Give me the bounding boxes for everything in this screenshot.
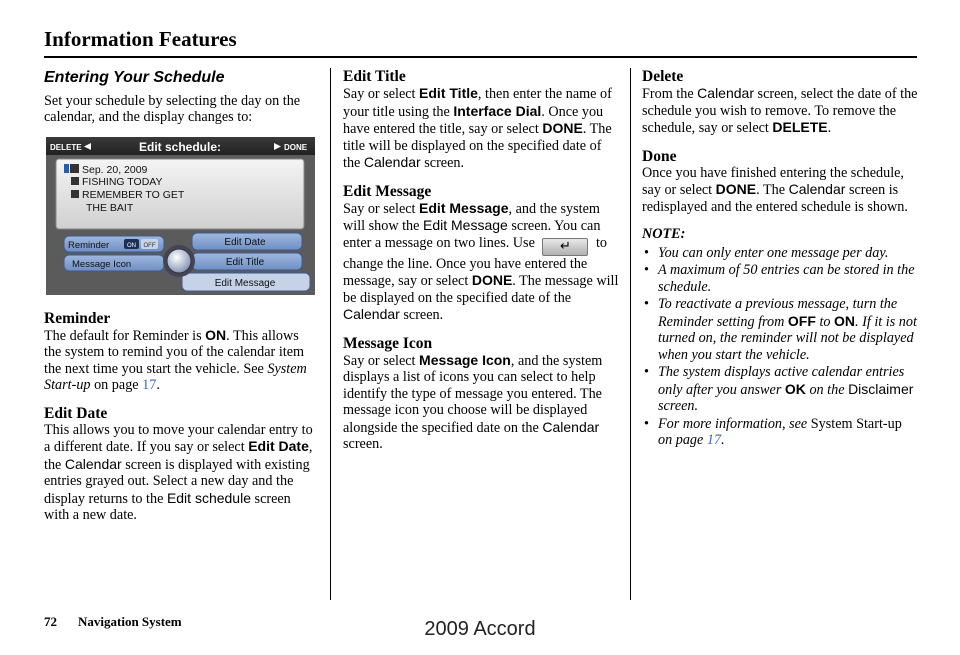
- screen-line3: THE BAIT: [86, 201, 134, 214]
- column-divider: [630, 68, 631, 600]
- page-number: 72: [44, 614, 57, 629]
- title-icon: [71, 177, 79, 185]
- column-left: [44, 68, 318, 535]
- list-item: • You can only enter one message per day.: [642, 245, 918, 262]
- reminder-paragraph: The default for Reminder is ON. This allows the system to remind you of the calendar item the next time you start the vehicle. See System Start-up on page 17.: [44, 326, 307, 393]
- edit-message-paragraph: Say or select Edit Message, and the system will show the Edit Message screen. You can enter a message on two lines. Use ↵ to change the line. Once you have entered the message, say or select DONE. The message will be displayed on the specified date of the Calendar screen.: [343, 199, 619, 323]
- screen-reminder-label: Reminder: [68, 239, 110, 251]
- delete-heading: Delete: [642, 68, 684, 85]
- screen-done-label[interactable]: DONE: [284, 142, 308, 152]
- screen-date: Sep. 20, 2009: [82, 163, 148, 176]
- note-list: [642, 245, 918, 449]
- page-link[interactable]: 17: [706, 432, 722, 448]
- list-item: • For more information, see System Start-up on page 17.: [642, 416, 918, 449]
- page-link[interactable]: 17: [142, 377, 157, 393]
- delete-paragraph: From the Calendar screen, select the date of the schedule you wish to remove. To remove the schedule, say or select DELETE.: [642, 85, 918, 136]
- header-rule: [44, 56, 917, 58]
- screen-on-label: ON: [127, 242, 136, 249]
- column-divider: [330, 68, 331, 600]
- screen-line2: REMEMBER TO GET: [82, 188, 185, 201]
- edit-date-paragraph: This allows you to move your calendar entry to a different date. If you say or select Edit Date, the Calendar screen is displayed with existing entries grayed out. Select a new day and the display returns to the Edit schedule screen with a new date.: [44, 421, 313, 523]
- list-item: • To reactivate a previous message, turn the Reminder setting from OFF to ON. If it is not turned on, the reminder will not be displayed when you start the vehicle.: [642, 296, 918, 363]
- book-title: Navigation System: [78, 614, 182, 629]
- edit-title-heading: Edit Title: [343, 68, 406, 85]
- edit-title-paragraph: Say or select Edit Title, then enter the name of your title using the Interface Dial. Once you have entered the title, say or select DONE. The title will be displayed on the specified date of the Calendar screen.: [343, 85, 612, 171]
- calendar-icon: [70, 164, 79, 173]
- edit-date-heading: Edit Date: [44, 404, 108, 422]
- reminder-heading: Reminder: [44, 309, 111, 327]
- section-title: Entering Your Schedule: [44, 69, 225, 86]
- edit-schedule-screen: [46, 137, 315, 295]
- interface-dial-icon[interactable]: [167, 249, 191, 273]
- note-title: NOTE:: [642, 226, 686, 242]
- edit-message-heading: Edit Message: [343, 182, 432, 200]
- done-heading: Done: [642, 147, 677, 165]
- message-icon-heading: Message Icon: [343, 334, 433, 352]
- screen-message-icon-label: Message Icon: [72, 258, 132, 270]
- watermark: 2009 Accord: [424, 618, 536, 640]
- screen-edit-title-label: Edit Title: [225, 256, 265, 268]
- message-line-icon: [71, 190, 79, 198]
- message-icon-paragraph: Say or select Message Icon, and the system displays a list of icons you can select to help identify the type of message you entered. The message icon you choose will be displayed alongside the specified date on the Calendar screen.: [343, 351, 603, 452]
- page-title: Information Features: [44, 27, 237, 51]
- column-middle: [343, 68, 619, 464]
- list-item: • The system displays active calendar entries only after you answer OK on the Disclaimer screen.: [642, 364, 918, 415]
- intro-paragraph: Set your schedule by selecting the day on the calendar, and the display changes to:: [44, 92, 301, 125]
- list-item: • A maximum of 50 entries can be stored in the schedule.: [642, 262, 918, 295]
- enter-key-icon: ↵: [542, 238, 588, 256]
- screen-delete-label[interactable]: DELETE: [50, 142, 82, 152]
- screen-title: Edit schedule:: [138, 139, 222, 154]
- screen-off-label: OFF: [143, 242, 156, 249]
- screen-line1: FISHING TODAY: [82, 175, 163, 188]
- screen-edit-message-label: Edit Message: [214, 277, 276, 289]
- screen-edit-date-label: Edit Date: [224, 236, 266, 248]
- message-icon: [64, 164, 69, 173]
- done-paragraph: Once you have finished entering the schedule, say or select DONE. The Calendar screen is redisplayed and the entered schedule is shown.: [642, 164, 908, 215]
- column-right: [642, 68, 918, 450]
